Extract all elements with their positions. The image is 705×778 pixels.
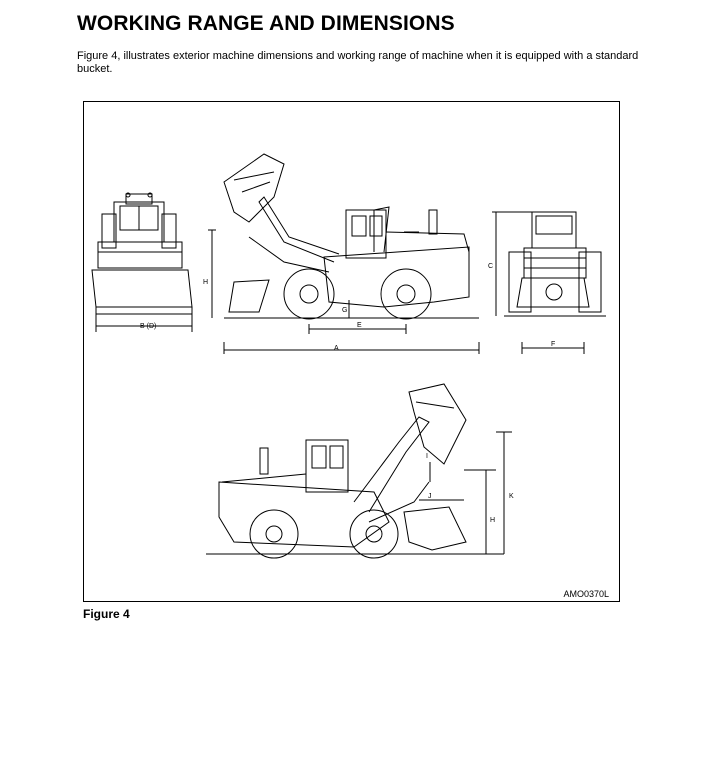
intro-paragraph: Figure 4, illustrates exterior machine dimensions and working range of machine when it is equipped with a standard bucket. xyxy=(77,50,639,75)
dim-label-c: C xyxy=(488,263,494,270)
figure-caption: Figure 4 xyxy=(83,607,130,621)
rear-view xyxy=(492,212,606,354)
drawing-id-label: AMO0370L xyxy=(563,589,609,599)
dim-label-e: E xyxy=(357,322,362,329)
dim-label-b: B (D) xyxy=(140,323,157,330)
page-title: WORKING RANGE AND DIMENSIONS xyxy=(77,12,455,35)
figure-frame xyxy=(83,101,620,602)
dim-label-h: H xyxy=(203,279,209,286)
dim-label-h2: H xyxy=(490,517,496,524)
dim-label-j: J xyxy=(428,493,432,500)
front-view xyxy=(92,193,192,332)
side-view xyxy=(208,154,479,354)
dim-label-f: F xyxy=(551,341,556,348)
dim-label-k: K xyxy=(509,493,514,500)
loader-dimension-drawing xyxy=(84,102,621,603)
dim-label-a: A xyxy=(334,345,339,352)
dim-label-i: I xyxy=(426,453,428,460)
dim-label-g: G xyxy=(342,307,348,314)
working-range-view xyxy=(206,384,512,558)
